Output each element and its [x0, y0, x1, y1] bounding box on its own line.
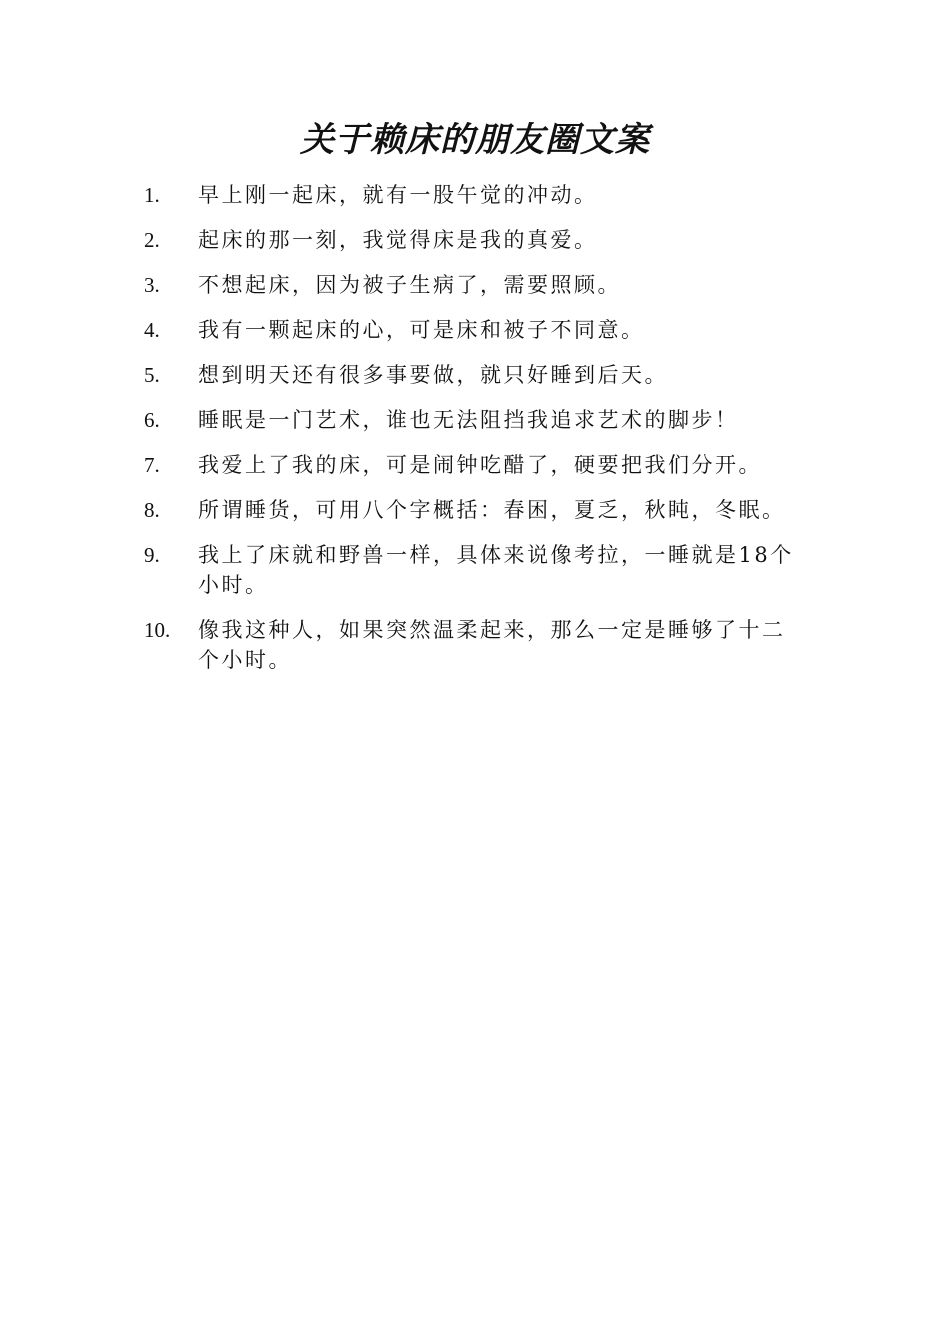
list-item-text: 早上刚一起床，就有一股午觉的冲动。 — [198, 183, 598, 207]
list-item-number: 10. — [144, 618, 171, 642]
list-item — [144, 450, 804, 480]
list-item-number: 1. — [144, 183, 160, 207]
list-item-text: 所谓睡货，可用八个字概括：春困，夏乏，秋盹，冬眠。 — [198, 498, 786, 522]
list-item — [144, 615, 804, 675]
list-item — [144, 315, 804, 345]
list-item — [144, 495, 804, 525]
numbered-list — [144, 180, 804, 690]
list-item-text: 我爱上了我的床，可是闹钟吃醋了，硬要把我们分开。 — [198, 453, 762, 477]
list-item-text: 我上了床就和野兽一样，具体来说像考拉，一睡就是18个小时。 — [198, 543, 794, 597]
list-item — [144, 405, 804, 435]
list-item-number: 5. — [144, 363, 160, 387]
list-item-number: 7. — [144, 453, 160, 477]
list-item-number: 4. — [144, 318, 160, 342]
list-item-text: 睡眠是一门艺术，谁也无法阻挡我追求艺术的脚步！ — [198, 408, 739, 432]
list-item-number: 3. — [144, 273, 160, 297]
list-item-number: 6. — [144, 408, 160, 432]
document-title: 关于赖床的朋友圈文案 — [300, 120, 650, 160]
list-item-text: 我有一颗起床的心，可是床和被子不同意。 — [198, 318, 645, 342]
list-item-number: 2. — [144, 228, 160, 252]
list-item-number: 8. — [144, 498, 160, 522]
list-item-text: 起床的那一刻，我觉得床是我的真爱。 — [198, 228, 598, 252]
list-item-number: 9. — [144, 543, 160, 567]
list-item-text: 像我这种人，如果突然温柔起来，那么一定是睡够了十二个小时。 — [198, 618, 786, 672]
list-item — [144, 360, 804, 390]
list-item — [144, 180, 804, 210]
list-item — [144, 225, 804, 255]
list-item — [144, 270, 804, 300]
list-item-text: 想到明天还有很多事要做，就只好睡到后天。 — [198, 363, 668, 387]
list-item-text: 不想起床，因为被子生病了，需要照顾。 — [198, 273, 621, 297]
list-item — [144, 540, 804, 600]
